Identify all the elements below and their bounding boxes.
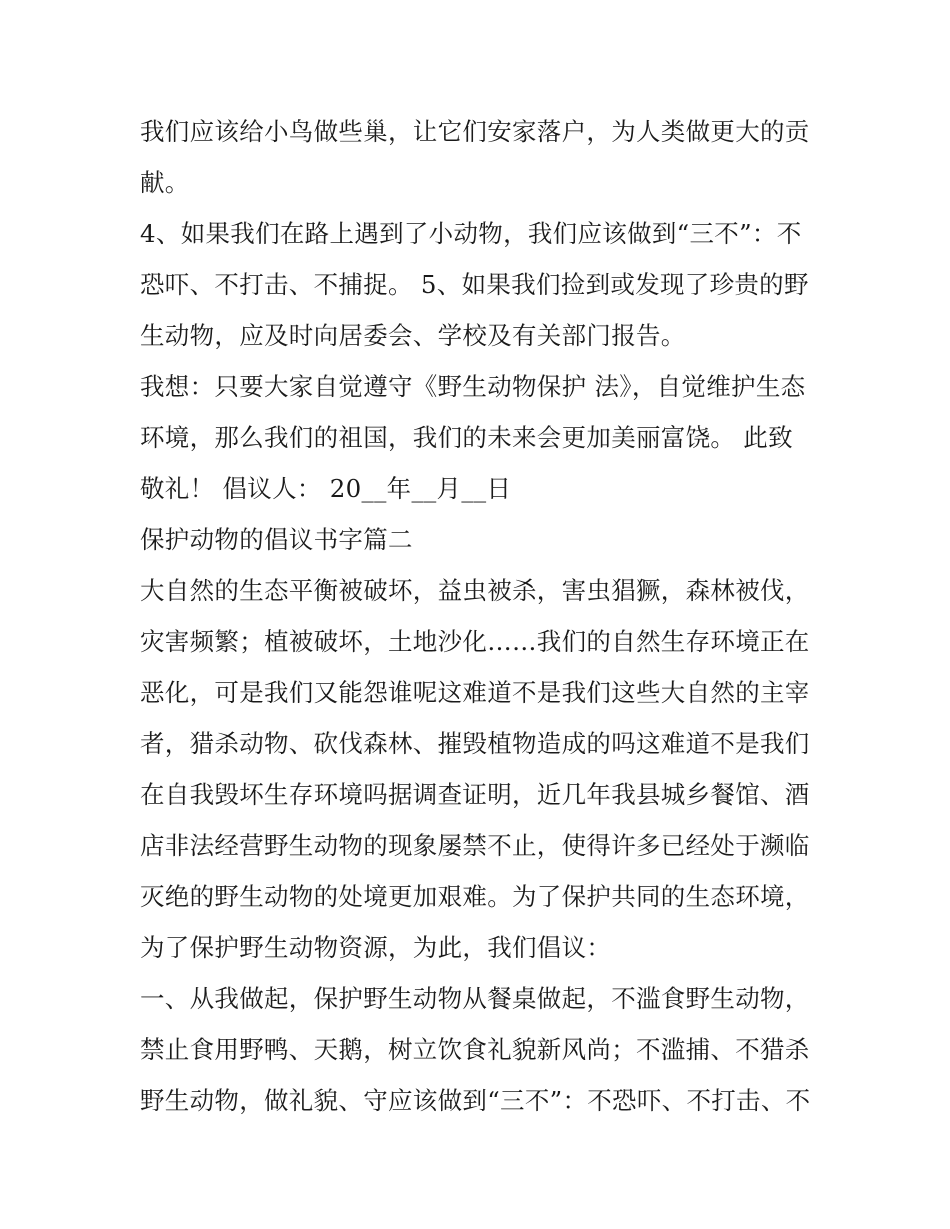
section-heading: 保护动物的倡议书字篇二 — [140, 525, 413, 554]
document-page — [140, 106, 820, 1126]
paragraph-three-nots: 4、如果我们在路上遇到了小动物，我们应该做到“三不”：不恐吓、不打击、不捕捉。 5、如果我们捡到或发现了珍贵的野生动物，应及时向居委会、学校及有关部门报告。 — [140, 219, 809, 350]
paragraph-proposal-one: 一、从我做起，保护野生动物从餐桌做起，不滥食野生动物，禁止食用野鸭、天鹅，树立饮食礼貌新风尚；不滥捕、不猎杀野生动物，做礼貌、守应该做到“三不”：不恐吓、不打击、不 — [140, 984, 811, 1115]
paragraph-ecology: 大自然的生态平衡被破坏，益虫被杀，害虫猖獗，森林被伐，灾害频繁；植被破坏，土地沙化……我们的自然生存环境正在恶化，可是我们又能怨谁呢这难道不是我们这些大自然的主宰者，猎杀动物、砍伐森林、摧毁植物造成的吗这难道不是我们在自我毁坏生存环境吗据调查证明，近几年我县城乡餐馆、酒店非法经营野生动物的现象屡禁不止，使得许多已经处于濒临灭绝的野生动物的处境更加艰难。为了保护共同的生态环境，为了保护野生动物资源，为此，我们倡议： — [140, 576, 810, 962]
paragraph-conclusion: 我想：只要大家自觉遵守《野生动物保护 法》，自觉维护生态环境，那么我们的祖国，我们的未来会更加美丽富饶。 此致 敬礼！ 倡议人： 20__年__月__日 — [140, 372, 806, 503]
paragraph-birds-nest: 我们应该给小鸟做些巢，让它们安家落户，为人类做更大的贡献。 — [140, 117, 810, 197]
